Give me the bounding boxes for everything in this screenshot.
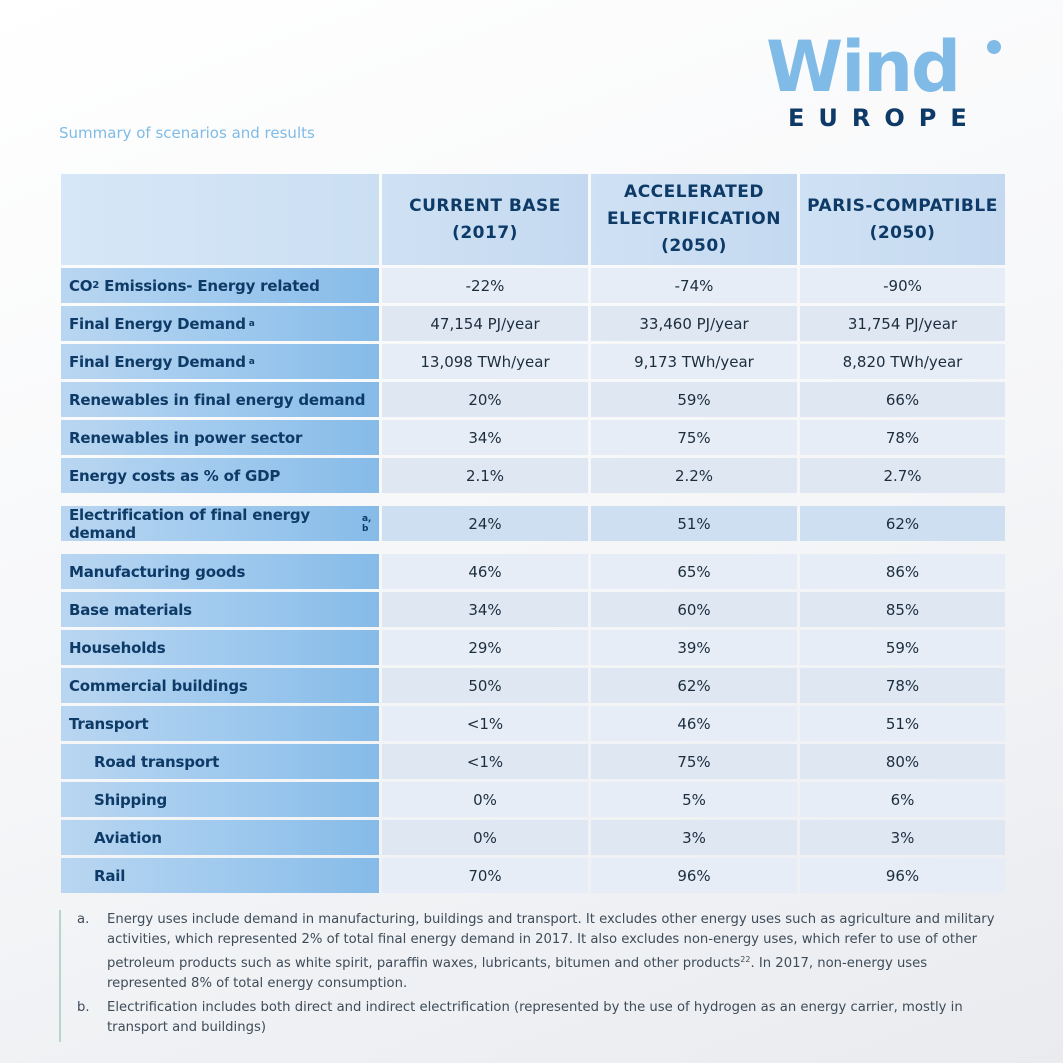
- row-label: Shipping: [61, 782, 379, 817]
- table-cell: 2.7%: [800, 458, 1005, 493]
- table-cell: 5%: [591, 782, 797, 817]
- table-cell: 59%: [800, 630, 1005, 665]
- page-subtitle: Summary of scenarios and results: [59, 124, 315, 142]
- table-cell: 47,154 PJ/year: [382, 306, 588, 341]
- table-cell: 39%: [591, 630, 797, 665]
- row-label: Base materials: [61, 592, 379, 627]
- table-row: [61, 630, 1005, 665]
- row-label-text: Emissions- Energy related: [99, 276, 320, 295]
- table-cell: 34%: [382, 592, 588, 627]
- row-label-text: Final Energy Demand: [69, 314, 246, 333]
- row-label-footnote: a: [248, 356, 255, 367]
- row-label: Renewables in power sector: [61, 420, 379, 455]
- row-label: Road transport: [61, 744, 379, 779]
- table-row: [61, 420, 1005, 455]
- table-cell: 31,754 PJ/year: [800, 306, 1005, 341]
- row-label: [61, 506, 379, 541]
- table-cell: <1%: [382, 706, 588, 741]
- table-cell: 75%: [591, 420, 797, 455]
- logo-dot-icon: [987, 40, 1001, 54]
- footnotes: [59, 910, 1005, 1042]
- table-cell: 51%: [591, 506, 797, 541]
- table-row: [61, 506, 1005, 541]
- table-cell: 86%: [800, 554, 1005, 589]
- logo-word: Wind: [766, 26, 960, 108]
- table-cell: 60%: [591, 592, 797, 627]
- row-label-subscript: 2: [92, 280, 100, 291]
- scenario-table: [61, 174, 1005, 896]
- row-label-text: CO: [69, 276, 93, 295]
- row-label: Households: [61, 630, 379, 665]
- table-cell: 59%: [591, 382, 797, 417]
- table-row: [61, 344, 1005, 379]
- table-cell: <1%: [382, 744, 588, 779]
- table-cell: 78%: [800, 420, 1005, 455]
- row-label: Aviation: [61, 820, 379, 855]
- row-label: Rail: [61, 858, 379, 893]
- row-label: [61, 344, 379, 379]
- footnote-marker: a.: [77, 912, 90, 927]
- table-cell: 65%: [591, 554, 797, 589]
- table-cell: 96%: [800, 858, 1005, 893]
- row-group-divider: [61, 544, 1005, 554]
- table-cell: -74%: [591, 268, 797, 303]
- table-cell: 3%: [800, 820, 1005, 855]
- table-row: [61, 706, 1005, 741]
- row-label-footnote: a, b: [362, 513, 372, 534]
- footnote-text: Electrification includes both direct and indirect electrification (represented by the use of hydrogen as an energy carrier, mostly in transport and buildings): [107, 1000, 963, 1035]
- table-row: [61, 744, 1005, 779]
- table-cell: 33,460 PJ/year: [591, 306, 797, 341]
- header-current-base: CURRENT BASE (2017): [382, 174, 588, 265]
- row-label: Manufacturing goods: [61, 554, 379, 589]
- row-label-text: Final Energy Demand: [69, 352, 246, 371]
- row-label: [61, 268, 379, 303]
- footnote-b: [77, 998, 1005, 1038]
- table-cell: 75%: [591, 744, 797, 779]
- row-label: Energy costs as % of GDP: [61, 458, 379, 493]
- table-row: [61, 382, 1005, 417]
- table-cell: 50%: [382, 668, 588, 703]
- table-cell: 0%: [382, 820, 588, 855]
- header-accelerated-electrification: ACCELERATED ELECTRIFICATION (2050): [591, 174, 797, 265]
- table-cell: 80%: [800, 744, 1005, 779]
- table-row: [61, 458, 1005, 493]
- row-group-divider: [61, 496, 1005, 506]
- table-cell: 70%: [382, 858, 588, 893]
- row-label: Renewables in final energy demand: [61, 382, 379, 417]
- row-label-footnote: a: [248, 318, 255, 329]
- table-cell: 20%: [382, 382, 588, 417]
- footnote-text-part: Energy uses include demand in manufacturing, buildings and transport. It excludes other energy uses such as agriculture and military activities, which represented 2% of total final energy demand in 2017. It also excludes non-energy uses, which refer to use of other petroleum products such as white spirit, paraffin waxes, lubricants, bitumen and other products: [107, 912, 995, 971]
- table-cell: 96%: [591, 858, 797, 893]
- footnote-reference: 22: [740, 955, 751, 964]
- row-label: Transport: [61, 706, 379, 741]
- table-row: [61, 306, 1005, 341]
- table-cell: 13,098 TWh/year: [382, 344, 588, 379]
- table-row: [61, 820, 1005, 855]
- table-cell: 62%: [800, 506, 1005, 541]
- table-cell: 8,820 TWh/year: [800, 344, 1005, 379]
- table-row: [61, 592, 1005, 627]
- windeurope-logo: [766, 26, 1006, 134]
- table-cell: 85%: [800, 592, 1005, 627]
- footnote-text-part: . In 2017, non-energy uses represented 8% of total energy consumption.: [107, 956, 928, 991]
- table-cell: 6%: [800, 782, 1005, 817]
- table-cell: -90%: [800, 268, 1005, 303]
- table-row: [61, 554, 1005, 589]
- table-cell: 34%: [382, 420, 588, 455]
- row-label-text: Electrification of final energy demand: [69, 505, 310, 542]
- table-cell: 29%: [382, 630, 588, 665]
- row-label: [61, 306, 379, 341]
- table-cell: 9,173 TWh/year: [591, 344, 797, 379]
- footnote-a: [77, 910, 1005, 994]
- table-cell: 62%: [591, 668, 797, 703]
- table-cell: 46%: [382, 554, 588, 589]
- table-cell: 0%: [382, 782, 588, 817]
- row-label: Commercial buildings: [61, 668, 379, 703]
- table-cell: 51%: [800, 706, 1005, 741]
- table-row: [61, 668, 1005, 703]
- table-row: [61, 268, 1005, 303]
- header-empty-cell: [61, 174, 379, 265]
- header-paris-compatible: PARIS-COMPATIBLE (2050): [800, 174, 1005, 265]
- table-cell: 3%: [591, 820, 797, 855]
- table-cell: 24%: [382, 506, 588, 541]
- table-cell: 66%: [800, 382, 1005, 417]
- footnote-text: [107, 910, 1005, 994]
- table-cell: 2.1%: [382, 458, 588, 493]
- table-cell: 78%: [800, 668, 1005, 703]
- table-row: [61, 782, 1005, 817]
- logo-subtext: EUROPE: [788, 104, 981, 132]
- table-cell: 2.2%: [591, 458, 797, 493]
- table-cell: -22%: [382, 268, 588, 303]
- table-cell: 46%: [591, 706, 797, 741]
- footnote-marker: b.: [77, 1000, 90, 1015]
- table-row: [61, 858, 1005, 893]
- table-header-row: [61, 174, 1005, 265]
